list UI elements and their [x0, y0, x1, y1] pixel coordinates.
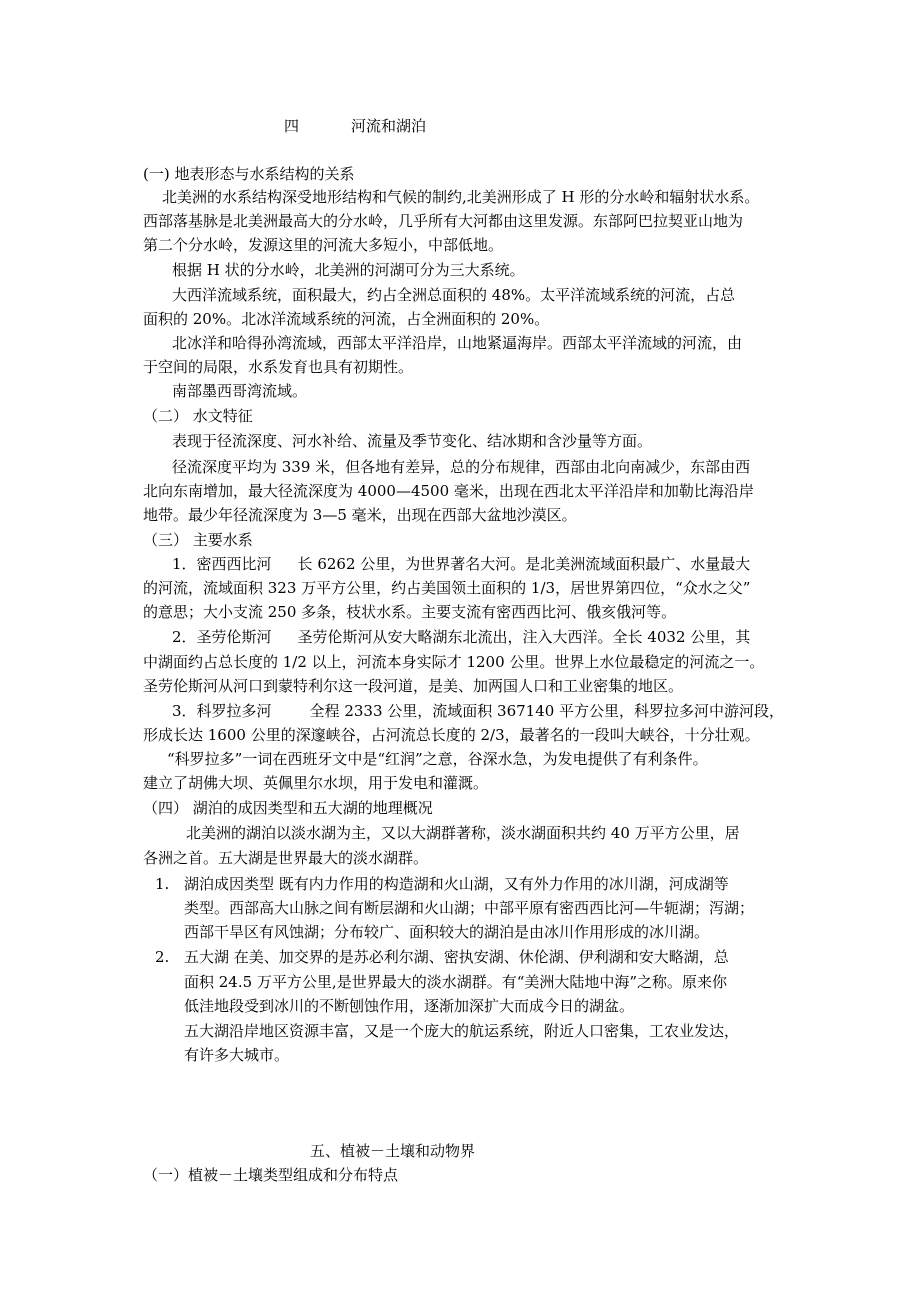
river-description: 圣劳伦斯河从安大略湖东北流出，注入大西洋。全长 4032 公里，其 [297, 628, 751, 646]
paragraph-line: 的意思；大小支流 250 多条，枝状水系。主要支流有密西西比河、俄亥俄河等。 [143, 603, 677, 621]
paragraph-line: 建立了胡佛大坝、英佩里尔水坝，用于发电和灌溉。 [143, 774, 489, 792]
paragraph-line: 北美洲的水系结构深受地形结构和气候的制约,北美洲形成了 H 形的分水岭和辐射状水系。 [162, 188, 760, 206]
list-item-line: 五大湖沿岸地区资源丰富，又是一个庞大的航运系统，附近人口密集，工农业发达， [184, 1022, 740, 1040]
river-description: 长 6262 公里，为世界著名大河。是北美洲流域面积最广、水量最大 [297, 555, 751, 573]
section-number: 四 [284, 117, 300, 135]
list-item-line: 湖泊成因类型 既有内力作用的构造湖和火山湖，又有外力作用的冰川湖，河成湖等 [184, 875, 729, 893]
paragraph-line: “科罗拉多”一词在西班牙文中是“红润”之意，谷深水急，为发电提供了有利条件。 [167, 750, 708, 768]
river-description: 全程 2333 公里，流域面积 367140 平方公里，科罗拉多河中游河段， [309, 702, 785, 720]
section-title [284, 115, 426, 137]
paragraph-line: 的河流，流域面积 323 万平方公里，约占美国领土面积的 1/3，居世界第四位，“众水之父” [143, 579, 751, 597]
paragraph-line: 中湖面约占总长度的 1/2 以上，河流本身实际才 1200 公里。世界上水位最稳定的河流之一。 [143, 653, 765, 671]
paragraph-line: 北美洲的湖泊以淡水湖为主，又以大湖群著称，淡水湖面积共约 40 万平方公里，居 [186, 824, 740, 842]
list-item-line: 类型。西部高大山脉之间有断层湖和火山湖；中部平原有密西西比河—牛轭湖；泻湖； [184, 899, 755, 917]
list-item-line: 西部干旱区有风蚀湖；分布较广、面积较大的湖泊是由冰川作用形成的冰川湖。 [184, 923, 710, 941]
paragraph-line: 北向东南增加，最大径流深度为 4000—4500 毫米，出现在西北太平洋沿岸和加勒比海沿岸 [143, 482, 754, 500]
river-name: 1．密西西比河 [172, 555, 272, 573]
subsection-heading: （三） 主要水系 [143, 531, 253, 549]
paragraph-line: 南部墨西哥湾流域。 [172, 382, 308, 400]
paragraph-line [172, 700, 784, 722]
list-item-line: 有许多大城市。 [184, 1046, 290, 1064]
paragraph-line: 西部落基脉是北美洲最高大的分水岭，几乎所有大河都由这里发源。东部阿巴拉契亚山地为 [143, 212, 744, 230]
subsection-heading: (一) 地表形态与水系结构的关系 [143, 165, 355, 183]
list-item-line: 面积 24.5 万平方公里,是世界最大的淡水湖群。有“美洲大陆地中海”之称。原来你 [184, 973, 728, 991]
paragraph-line: 地带。最少年径流深度为 3—5 毫米，出现在西部大盆地沙漠区。 [143, 506, 577, 524]
subsection-heading: （一）植被－土壤类型组成和分布特点 [143, 1166, 399, 1184]
paragraph-line: 形成长达 1600 公里的深邃峡谷，占河流总长度的 2/3，最著名的一段叫大峡谷，十分壮观。 [143, 726, 760, 744]
subsection-heading: （四） 湖泊的成因类型和五大湖的地理概况 [143, 799, 433, 817]
list-item-line: 五大湖 在美、加交界的是苏必利尔湖、密执安湖、休伦湖、伊利湖和安大略湖，总 [184, 948, 729, 966]
subsection-heading: （二） 水文特征 [143, 407, 253, 425]
list-marker: 1. [155, 875, 170, 893]
river-name: 3．科罗拉多河 [172, 702, 272, 720]
paragraph-line: 根据 H 状的分水岭，北美洲的河湖可分为三大系统。 [172, 261, 525, 279]
paragraph-line [172, 553, 750, 575]
list-item-line: 低洼地段受到冰川的不断刨蚀作用，逐渐加深扩大而成今日的湖盆。 [184, 997, 635, 1015]
paragraph-line: 表现于径流深度、河水补给、流量及季节变化、结冰期和含沙量等方面。 [172, 432, 653, 450]
paragraph-line: 面积的 20%。北冰洋流域系统的河流，占全洲面积的 20%。 [143, 310, 550, 328]
paragraph-line: 径流深度平均为 339 米，但各地有差异，总的分布规律，西部由北向南减少，东部由西 [172, 458, 751, 476]
paragraph-line: 各洲之首。五大湖是世界最大的淡水湖群。 [143, 849, 429, 867]
section-title: 五、植被－土壤和动物界 [310, 1142, 476, 1160]
list-marker: 2. [155, 948, 170, 966]
paragraph-line [172, 626, 750, 648]
paragraph-line: 第二个分水岭，发源这里的河流大多短小，中部低地。 [143, 236, 504, 254]
section-title-text: 河流和湖泊 [351, 117, 427, 135]
paragraph-line: 北冰洋和哈得孙湾流域，西部太平洋沿岸，山地紧逼海岸。西部太平洋流域的河流，由 [172, 334, 743, 352]
paragraph-line: 圣劳伦斯河从河口到蒙特利尔这一段河道，是美、加两国人口和工业密集的地区。 [143, 677, 684, 695]
river-name: 2．圣劳伦斯河 [172, 628, 272, 646]
paragraph-line: 大西洋流域系统，面积最大，约占全洲总面积的 48%。太平洋流域系统的河流，占总 [172, 286, 736, 304]
paragraph-line: 于空间的局限，水系发育也具有初期性。 [143, 358, 414, 376]
